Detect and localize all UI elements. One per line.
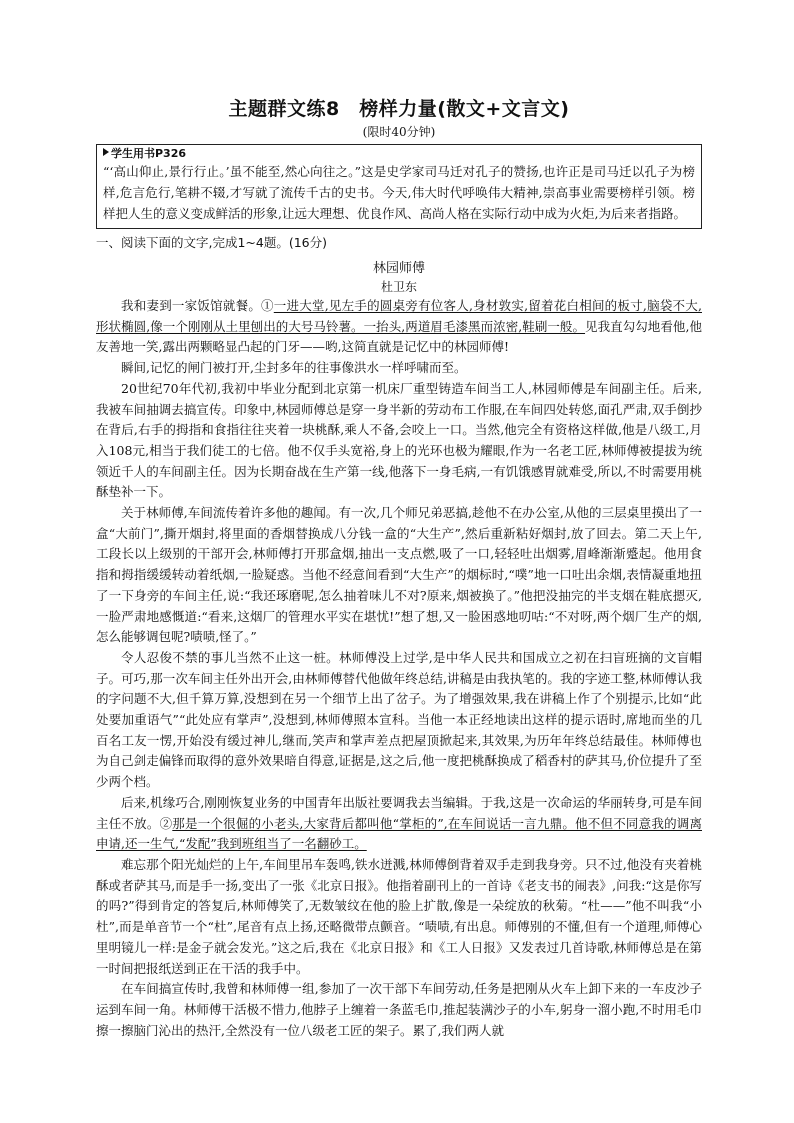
paragraph-2: 瞬间,记忆的闸门被打开,尘封多年的往事像洪水一样呼啸而至。 [121,360,467,376]
textbook-ref [103,147,695,161]
intro-text: “‘高山仰止,景行行止。’虽不能至,然心向往之。”这是史学家司马迁对孔子的赞扬,也许正是司马迁以孔子为榜样,危言危行,笔耕不辍,才写就了流传千古的史书。今天,伟大时代呼唤伟大精神,崇高事业需要榜样引领。榜样把人生的意义变成鲜活的形象,让远大理想、优良作风、高尚人格在实际行动中成为火炬,为后来者指路。 [103,164,695,221]
paragraph-3: 20世纪70年代初,我初中毕业分配到北京第一机床厂重型铸造车间当工人,林园师傅是车间副主任。后来,我被车间抽调去搞宣传。印象中,林园师傅总是穿一身半新的劳动布工作服,在车间四处转悠,面孔严肃,双手倒抄在背后,右手的拇指和食指往往夹着一块桃酥,乘人不备,会咬上一口。当然,他完全有资格这样做,他是八级工,月入108元,相当于我们徒工的七倍。他不仅手头宽裕,身上的光环也极为耀眼,作为一名老工匠,林师傅被提拔为统领近千人的车间副主任。因为长期奋战在生产第一线,他落下一身毛病,一有饥饿感胃就难受,所以,不时需要用桃酥垫补一下。 [96,380,702,500]
paragraph-1 [96,296,702,358]
article-author: 杜卫东 [380,280,417,294]
page [96,96,702,1041]
textbook-ref-label: 学生用书P326 [111,147,187,160]
paragraph-8: 在车间搞宣传时,我曾和林师傅一组,参加了一次干部下车间劳动,任务是把刚从火车上卸下来的一车皮沙子运到车间一角。林师傅干活极不惜力,他脖子上缠着一条蓝毛巾,推起装满沙子的小车,躬身一溜小跑,不时用毛巾擦一擦脑门沁出的热汗,全然没有一位八级老工匠的架子。累了,我们两人就 [96,981,702,1038]
paragraph-1-lead: 我和妻到一家饭馆就餐。① [121,298,274,313]
paragraph-4: 关于林师傅,车间流传着许多他的趣闻。有一次,几个师兄弟恶搞,趁他不在办公室,从他的三层桌里摸出了一盒“大前门”,撕开烟封,将里面的香烟替换成八分钱一盒的“大生产”,然后重新粘好烟封,放了回去。第二天上午,工段长以上级别的干部开会,林师傅打开那盒烟,抽出一支点燃,吸了一口,轻轻吐出烟雾,眉峰渐渐蹙起。他用食指和拇指缓缓转动着纸烟,一脸疑惑。当他不经意间看到“大生产”的烟标时,“噗”地一口吐出余烟,表情凝重地扭了一下身旁的车间主任,说:“我还琢磨呢,怎么抽着味儿不对?原来,烟被换了。”他把没抽完的半支烟在鞋底摁灭,一脸严肃地感慨道:“看来,这烟厂的管理水平实在堪忧!”想了想,又一脸困惑地叨咕:“不对呀,两个烟厂生产的烟,怎么能够调包呢?啧啧,怪了。” [96,505,702,645]
paragraph-1-rest: 见我直勾勾地看他,他友善地一笑,露出两颗略显凸起的门牙——哟,这简直就是记忆中的林园师傅! [96,318,702,355]
time-limit: (限时40分钟) [362,125,436,139]
paragraph-5: 令人忍俊不禁的事儿当然不止这一桩。林师傅没上过学,是中华人民共和国成立之初在扫盲班摘的文盲帽子。可巧,那一次车间主任外出开会,由林师傅替代他做年终总结,讲稿是由我执笔的。我的字迹工整,林师傅认我的字问题不大,但千算万算,没想到在另一个细节上出了岔子。为了增强效果,我在讲稿上作了个别提示,比如“此处要加重语气”“此处应有掌声”,没想到,林师傅照本宣科。当他一本正经地读出这样的提示语时,席地而坐的几百名工友一愣,开始没有缓过神儿,继而,笑声和掌声差点把屋顶掀起来,其效果,为历年年终总结最佳。林师傅也为自己剑走偏锋而取得的意外效果暗自得意,证据是,这之后,他一度把桃酥换成了稻香村的萨其马,价位提升了至少两个档。 [96,649,702,790]
section-heading: 一、阅读下面的文字,完成1~4题。(16分) [96,235,328,250]
paragraph-6 [96,793,702,855]
arrow-icon [103,148,109,156]
underlined-sentence-2: 那是一个很倔的小老头,大家背后都叫他“掌柜的”,在车间说话一言九鼎。他不但不同意我的调离申请,还一生气,“发配”我到班组当了一名翻砂工。 [96,815,702,852]
article-title: 林园师傅 [372,261,425,276]
intro-box [96,144,702,229]
page-title: 主题群文练8 榜样力量(散文+文言文) [228,98,570,120]
underlined-sentence-1: 一进大堂,见左手的圆桌旁有位客人,身材敦实,留着花白相间的板寸,脑袋不大,形状椭圆,像一个刚刚从土里刨出的大号马铃薯。一抬头,两道眉毛漆黑而浓密,鞋刷一般。 [96,298,702,334]
paragraph-6-lead: 后来,机缘巧合,刚刚恢复业务的中国青年出版社要调我去当编辑。于我,这是一次命运的华丽转身,可是车间主任不放。② [96,794,702,831]
paragraph-7: 难忘那个阳光灿烂的上午,车间里吊车轰鸣,铁水迸溅,林师傅倒背着双手走到我身旁。只不过,他没有夹着桃酥或者萨其马,而是手一扬,变出了一张《北京日报》。他指着副刊上的一首诗《老支书的闹表》,问我:“这是你写的吗?”得到肯定的答复后,林师傅笑了,无数皱纹在他的脸上扩散,像是一朵绽放的秋菊。“杜——”他不叫我“小杜”,而是单音节一个“杜”,尾音有点上扬,还略微带点颤音。“啧啧,有出息。师傅别的不懂,但有一个道理,师傅心里明镜儿一样:是金子就会发光。”这之后,我在《北京日报》和《工人日报》又发表过几首诗歌,林师傅总是在第一时间把报纸送到正在干活的我手中。 [96,856,702,976]
